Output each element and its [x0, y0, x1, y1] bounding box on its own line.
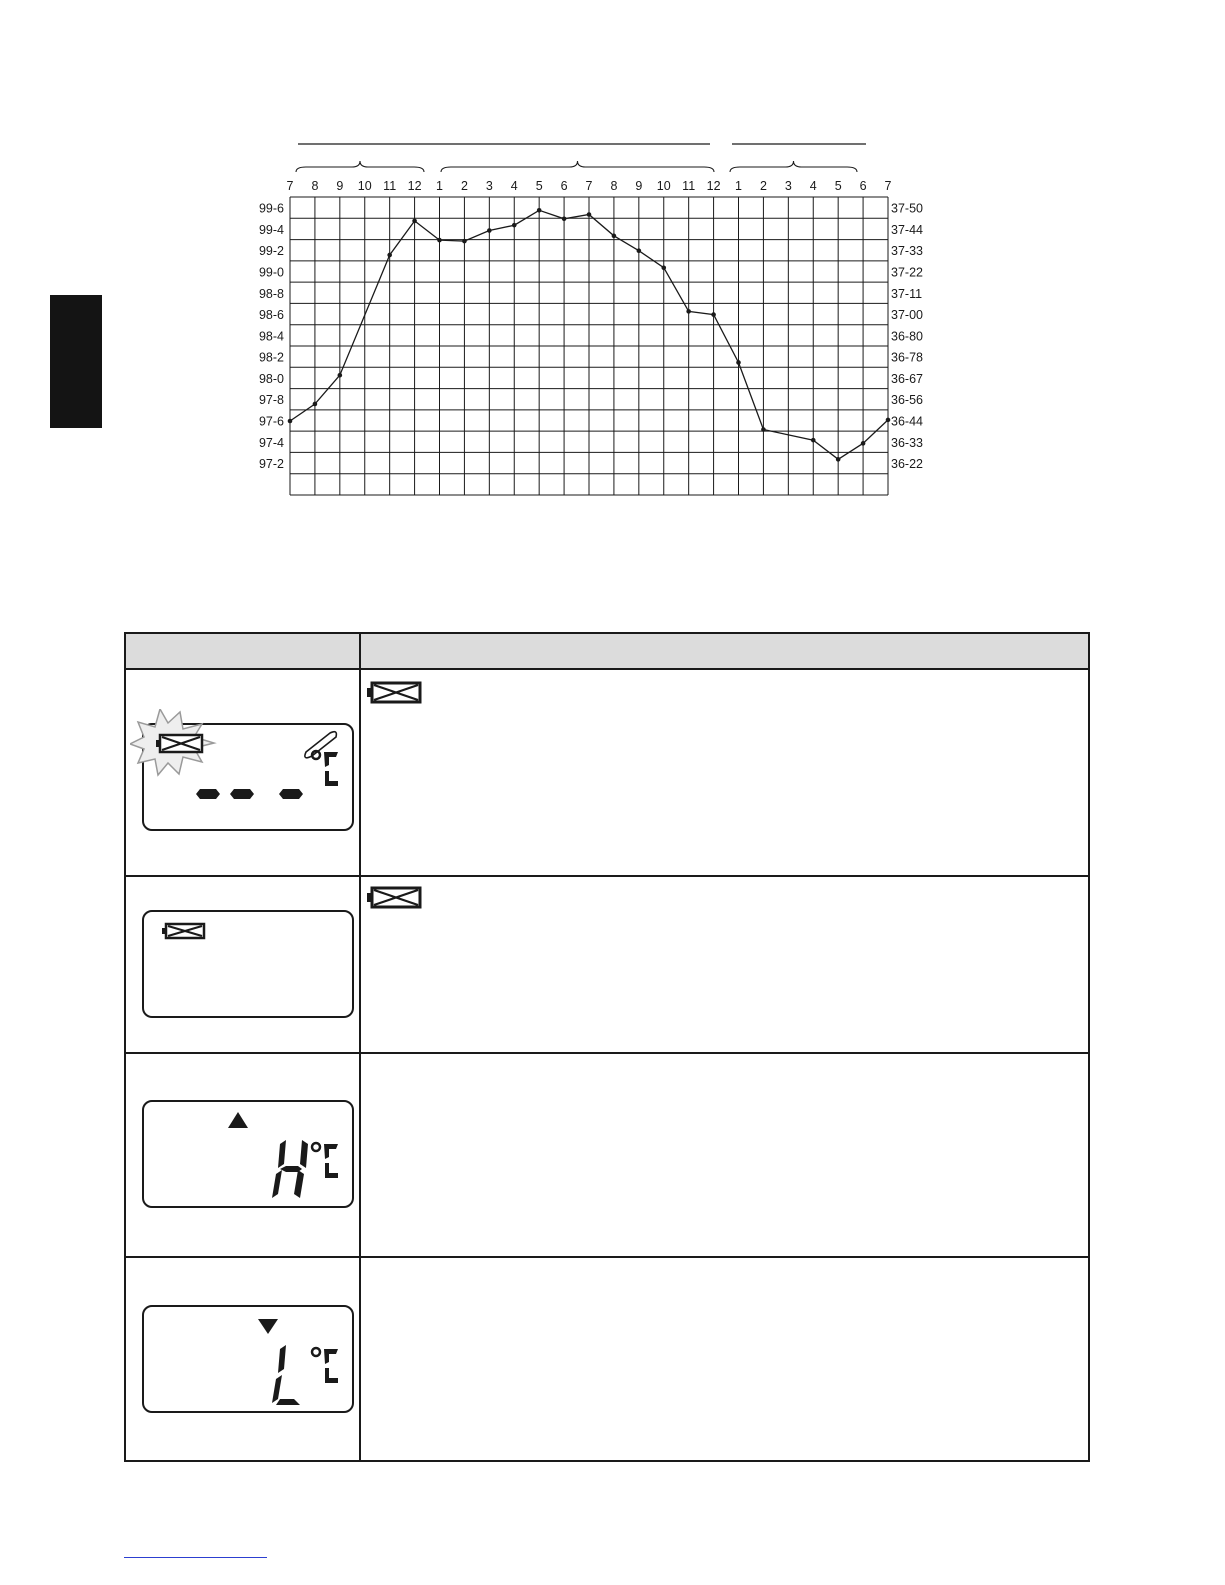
- y-tick-label: 98-6: [258, 308, 284, 323]
- data-point: [686, 309, 691, 314]
- lcd-low-battery-flashing: [130, 709, 362, 839]
- dash-segments: [196, 789, 303, 799]
- x-tick-label: 8: [311, 179, 319, 193]
- data-point: [288, 419, 293, 424]
- x-tick-label: 12: [706, 179, 721, 193]
- brace-mark: [441, 161, 714, 172]
- data-point: [836, 457, 841, 462]
- y-tick-label: 37-00: [891, 308, 923, 323]
- y-axis-right-ticks: [891, 202, 923, 471]
- battery-empty-icon: [162, 924, 204, 938]
- y-tick-label: 36-56: [891, 393, 923, 408]
- x-tick-label: 7: [286, 179, 294, 193]
- y-axis-left-ticks: [259, 202, 284, 471]
- x-tick-label: 11: [682, 179, 696, 193]
- brace-mark: [730, 161, 857, 172]
- data-point: [861, 441, 866, 446]
- data-point: [338, 373, 343, 378]
- data-point: [512, 223, 517, 228]
- data-point: [886, 418, 891, 423]
- y-tick-label: 37-50: [891, 201, 923, 216]
- y-tick-label: 97-2: [258, 457, 284, 472]
- row-divider: [126, 875, 1088, 877]
- x-tick-label: 9: [336, 179, 344, 193]
- x-tick-label: 2: [460, 179, 468, 193]
- y-tick-label: 98-2: [258, 350, 284, 365]
- row-divider: [126, 1052, 1088, 1054]
- brace-mark: [296, 161, 424, 172]
- y-tick-label: 36-78: [891, 350, 923, 365]
- y-tick-label: 37-33: [891, 244, 923, 259]
- x-tick-label: 3: [485, 179, 493, 193]
- x-tick-label: 4: [809, 179, 817, 193]
- data-point: [811, 438, 816, 443]
- x-tick-label: 1: [735, 179, 742, 193]
- letter-l-segments: [272, 1345, 300, 1405]
- data-point: [711, 312, 716, 317]
- data-point: [612, 234, 617, 239]
- footer-rule: [124, 1557, 267, 1558]
- lcd-low-reading: [130, 1299, 362, 1419]
- x-tick-label: 12: [407, 179, 422, 193]
- y-tick-label: 37-44: [891, 222, 923, 237]
- data-point: [462, 239, 467, 244]
- row-divider: [126, 1256, 1088, 1258]
- y-tick-label: 99-2: [258, 244, 284, 259]
- x-axis-ticks: [287, 179, 892, 193]
- battery-empty-icon: [366, 884, 426, 910]
- display-symbols-table: [124, 632, 1090, 1462]
- battery-empty-icon: [156, 735, 202, 752]
- y-tick-label: 99-6: [258, 201, 284, 216]
- celsius-icon: [312, 751, 338, 786]
- x-tick-label: 5: [834, 179, 842, 193]
- chart-grid: [290, 197, 888, 495]
- y-tick-label: 97-4: [258, 435, 284, 450]
- y-tick-label: 36-33: [891, 435, 923, 450]
- x-tick-label: 3: [784, 179, 792, 193]
- x-tick-label: 7: [585, 179, 593, 193]
- x-tick-label: 8: [610, 179, 618, 193]
- data-point: [387, 253, 392, 258]
- x-tick-label: 2: [759, 179, 767, 193]
- y-tick-label: 99-0: [258, 265, 284, 280]
- y-tick-label: 98-8: [258, 286, 284, 301]
- y-tick-label: 37-22: [891, 265, 923, 280]
- y-tick-label: 37-11: [891, 286, 923, 301]
- lcd-high-reading: [130, 1094, 362, 1214]
- letter-h-segments: [272, 1140, 308, 1198]
- x-tick-label: 6: [859, 179, 867, 193]
- data-point: [761, 427, 766, 432]
- x-tick-label: 7: [884, 179, 892, 193]
- y-tick-label: 98-0: [258, 371, 284, 386]
- x-tick-label: 4: [510, 179, 518, 193]
- temperature-chart: [0, 0, 1225, 540]
- data-point: [537, 208, 542, 213]
- y-tick-label: 36-44: [891, 414, 923, 429]
- celsius-icon: [312, 1348, 338, 1383]
- data-point: [412, 219, 417, 224]
- data-point: [637, 248, 642, 253]
- x-tick-label: 11: [383, 179, 397, 193]
- celsius-icon: [312, 1143, 338, 1178]
- x-tick-label: 10: [656, 179, 671, 193]
- x-tick-label: 1: [436, 179, 443, 193]
- y-tick-label: 99-4: [258, 222, 284, 237]
- lcd-low-battery: [130, 904, 362, 1024]
- data-point: [736, 360, 741, 365]
- y-tick-label: 36-22: [891, 457, 923, 472]
- y-tick-label: 97-8: [258, 393, 284, 408]
- arrow-up-icon: [228, 1112, 248, 1128]
- y-tick-label: 36-80: [891, 329, 923, 344]
- y-tick-label: 98-4: [258, 329, 284, 344]
- data-point: [587, 212, 592, 217]
- x-tick-label: 5: [535, 179, 543, 193]
- arrow-down-icon: [258, 1319, 278, 1334]
- time-brackets: [296, 144, 866, 172]
- y-tick-label: 36-67: [891, 371, 923, 386]
- y-tick-label: 97-6: [258, 414, 284, 429]
- data-point: [562, 216, 567, 221]
- x-tick-label: 10: [357, 179, 372, 193]
- data-point: [487, 228, 492, 233]
- data-point: [313, 402, 318, 407]
- table-header: [126, 634, 1088, 670]
- data-point: [437, 238, 442, 243]
- x-tick-label: 9: [635, 179, 643, 193]
- data-point: [661, 265, 666, 270]
- battery-empty-icon: [366, 679, 426, 705]
- x-tick-label: 6: [560, 179, 568, 193]
